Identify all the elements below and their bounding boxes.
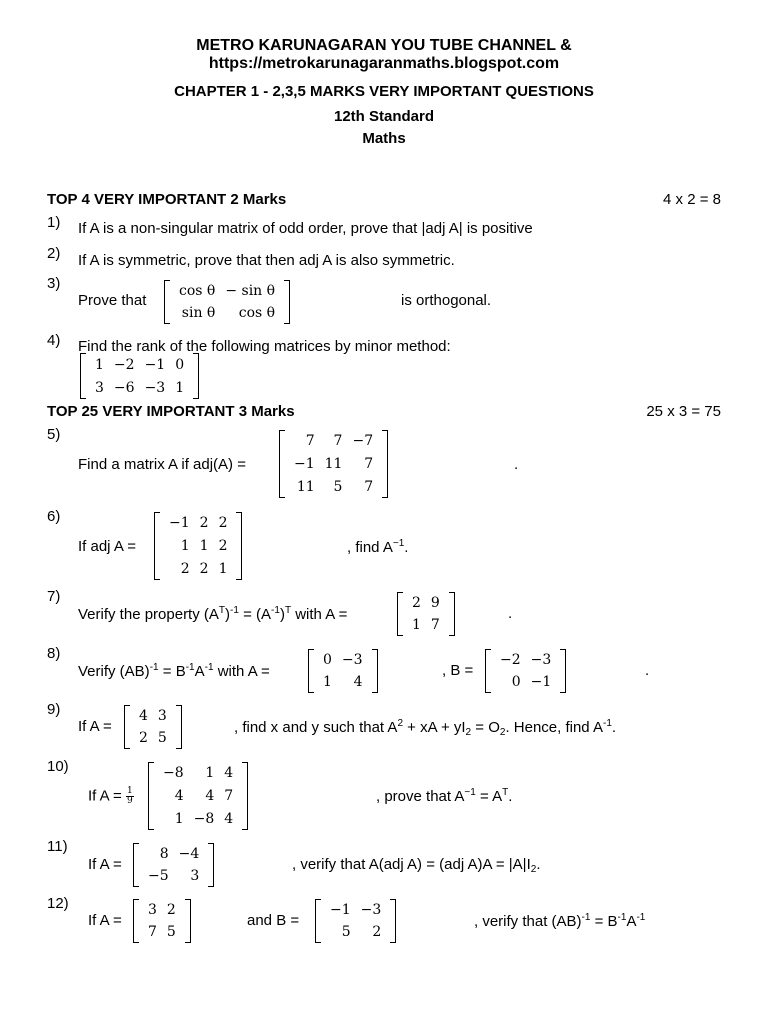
matrix-cell: 1 bbox=[175, 379, 185, 396]
question-text: , find x and y such that $A^2$ + xA + $yI_2 = O_2$. Hence, find $A^{-1}$. bbox=[234, 718, 617, 738]
section-2-marks-total: 4 x 2 = 8 bbox=[663, 191, 721, 208]
matrix-cell: 1 bbox=[218, 560, 228, 577]
matrix-cell: cos θ bbox=[238, 305, 276, 321]
question-text: , prove that $A^{-1} = A^T$. bbox=[376, 787, 513, 805]
matrix-cell: 7 bbox=[364, 478, 374, 495]
matrix-cell: 3 bbox=[190, 868, 200, 884]
matrix-cell: 2 bbox=[412, 595, 421, 611]
question-text: If adj A = bbox=[78, 538, 136, 555]
matrix-entries bbox=[160, 512, 236, 580]
question-number: 1) bbox=[47, 214, 61, 231]
question-number: 11) bbox=[47, 838, 68, 855]
matrix-cell: −8 bbox=[163, 765, 184, 782]
matrix-cell: 2 bbox=[199, 515, 209, 532]
question-text: If A = bbox=[88, 912, 122, 929]
matrix-cell: −1 bbox=[144, 356, 166, 373]
matrix-cell: 1 bbox=[199, 537, 209, 554]
matrix-cell: 0 bbox=[175, 356, 185, 373]
question-text: . bbox=[508, 605, 513, 622]
question-text: If A is a non-singular matrix of odd order, prove that |adj A| is positive bbox=[78, 220, 533, 237]
matrix-entries bbox=[154, 762, 242, 830]
matrix-cell: −1 bbox=[530, 674, 552, 690]
section-2-marks-title: TOP 4 VERY IMPORTANT 2 Marks bbox=[47, 191, 287, 208]
matrix-cell: −4 bbox=[178, 846, 200, 862]
matrix-bracket-right bbox=[560, 649, 566, 693]
matrix-q12-b bbox=[315, 899, 396, 943]
matrix-bracket-right bbox=[284, 280, 290, 324]
question-text: If A = bbox=[78, 718, 112, 735]
blog-url: https://metrokarunagaranmaths.blogspot.com bbox=[208, 55, 560, 72]
matrix-cell: −3 bbox=[360, 902, 382, 918]
standard-label: 12th Standard bbox=[333, 108, 435, 125]
matrix-cell: 2 bbox=[139, 730, 148, 746]
matrix-q12-a bbox=[133, 899, 191, 943]
question-number: 4) bbox=[47, 332, 61, 349]
matrix-cell: 4 bbox=[174, 787, 184, 804]
matrix-cell: −3 bbox=[144, 379, 166, 396]
matrix-entries bbox=[139, 899, 185, 943]
matrix-q9 bbox=[124, 705, 182, 749]
matrix-bracket-right bbox=[208, 843, 214, 887]
matrix-cell: − sin θ bbox=[225, 283, 276, 299]
question-text: is orthogonal. bbox=[401, 292, 492, 309]
question-text: Verify the property $(A^T)^{-1} = (A^{-1})^T$ with A = bbox=[78, 605, 348, 623]
question-text: Verify $(AB)^{-1} = B^{-1}A^{-1}$ with A = bbox=[78, 662, 270, 680]
question-text: If A = bbox=[88, 856, 122, 873]
matrix-cell: 4 bbox=[205, 787, 215, 804]
matrix-cell: 3 bbox=[157, 708, 167, 724]
matrix-cell: −2 bbox=[113, 356, 135, 373]
question-number: 9) bbox=[47, 701, 61, 718]
matrix-cell: 4 bbox=[224, 765, 234, 782]
matrix-q6 bbox=[154, 512, 242, 580]
matrix-cell: 8 bbox=[159, 846, 169, 862]
matrix-cell: −1 bbox=[294, 455, 315, 472]
matrix-cell: 2 bbox=[218, 515, 228, 532]
matrix-cell: 1 bbox=[174, 810, 184, 827]
question-text: If A is symmetric, prove that then adj A is also symmetric. bbox=[78, 252, 455, 269]
matrix-cell: 3 bbox=[95, 379, 104, 396]
matrix-q4 bbox=[80, 353, 199, 399]
matrix-cell: 7 bbox=[364, 455, 374, 472]
matrix-cell: 2 bbox=[166, 902, 176, 918]
matrix-entries bbox=[130, 705, 176, 749]
matrix-cell: −2 bbox=[500, 652, 521, 668]
matrix-bracket-right bbox=[242, 762, 248, 830]
matrix-cell: 7 bbox=[305, 433, 315, 450]
matrix-entries bbox=[86, 353, 193, 399]
question-number: 12) bbox=[47, 895, 69, 912]
question-text: , verify that $(AB)^{-1} = B^{-1}A^{-1}$ bbox=[474, 912, 646, 930]
matrix-q5 bbox=[279, 430, 388, 498]
matrix-cell: 1 bbox=[95, 356, 104, 373]
section-3-marks-total: 25 x 3 = 75 bbox=[646, 403, 721, 420]
matrix-q3 bbox=[164, 280, 290, 324]
matrix-cell: sin θ bbox=[181, 305, 216, 321]
matrix-cell: −3 bbox=[530, 652, 552, 668]
matrix-cell: 11 bbox=[296, 478, 315, 495]
matrix-cell: 0 bbox=[511, 674, 521, 690]
matrix-cell: 9 bbox=[430, 595, 440, 611]
matrix-cell: 7 bbox=[148, 924, 157, 940]
matrix-cell: 1 bbox=[205, 765, 215, 782]
matrix-q8-b bbox=[485, 649, 566, 693]
question-text: and B = bbox=[247, 912, 300, 929]
question-text: Find the rank of the following matrices by minor method: bbox=[78, 338, 451, 355]
matrix-q11 bbox=[133, 843, 214, 887]
question-text: . bbox=[645, 662, 650, 679]
matrix-cell: −7 bbox=[352, 433, 374, 450]
question-number: 7) bbox=[47, 588, 61, 605]
matrix-entries bbox=[139, 843, 208, 887]
matrix-cell: −6 bbox=[113, 379, 135, 396]
matrix-entries bbox=[314, 649, 372, 693]
matrix-bracket-right bbox=[382, 430, 388, 498]
question-text: Prove that bbox=[78, 292, 147, 309]
matrix-cell: −3 bbox=[341, 652, 363, 668]
matrix-cell: 1 bbox=[412, 617, 421, 633]
question-number: 5) bbox=[47, 426, 61, 443]
chapter-title: CHAPTER 1 - 2,3,5 MARKS VERY IMPORTANT QUESTIONS bbox=[174, 83, 594, 100]
matrix-cell: 3 bbox=[148, 902, 157, 918]
matrix-cell: 11 bbox=[324, 455, 343, 472]
matrix-cell: 5 bbox=[166, 924, 176, 940]
matrix-cell: −5 bbox=[148, 868, 169, 884]
matrix-q8-a bbox=[308, 649, 378, 693]
matrix-cell: 2 bbox=[218, 537, 228, 554]
question-number: 8) bbox=[47, 645, 61, 662]
question-text: . bbox=[514, 456, 519, 473]
matrix-q7 bbox=[397, 592, 455, 636]
matrix-cell: 5 bbox=[157, 730, 167, 746]
subject-label: Maths bbox=[362, 130, 406, 147]
matrix-bracket-right bbox=[372, 649, 378, 693]
question-text: , find $A^{-1}$. bbox=[347, 538, 409, 556]
matrix-cell: 2 bbox=[199, 560, 209, 577]
matrix-cell: 1 bbox=[323, 674, 332, 690]
question-number: 6) bbox=[47, 508, 61, 525]
matrix-cell: 2 bbox=[372, 924, 382, 940]
matrix-entries bbox=[321, 899, 390, 943]
matrix-cell: −1 bbox=[330, 902, 351, 918]
matrix-cell: 5 bbox=[333, 478, 343, 495]
matrix-entries bbox=[403, 592, 449, 636]
fraction-one-ninth: $\frac{1}{9}$ bbox=[126, 786, 133, 806]
matrix-bracket-right bbox=[193, 353, 199, 399]
question-number: 2) bbox=[47, 245, 61, 262]
matrix-cell: 1 bbox=[180, 537, 190, 554]
matrix-cell: 7 bbox=[224, 787, 234, 804]
matrix-bracket-right bbox=[176, 705, 182, 749]
question-text: If A = $\frac{1}{9}$ bbox=[88, 786, 133, 806]
question-text: , B = bbox=[442, 662, 474, 679]
section-3-marks-title: TOP 25 VERY IMPORTANT 3 Marks bbox=[47, 403, 295, 420]
matrix-entries bbox=[491, 649, 560, 693]
matrix-cell: 0 bbox=[323, 652, 332, 668]
matrix-bracket-right bbox=[390, 899, 396, 943]
question-text: Find a matrix A if adj(A) = bbox=[78, 456, 246, 473]
matrix-cell: 4 bbox=[353, 674, 363, 690]
matrix-bracket-right bbox=[236, 512, 242, 580]
matrix-bracket-right bbox=[449, 592, 455, 636]
matrix-cell: −1 bbox=[169, 515, 190, 532]
matrix-cell: −8 bbox=[193, 810, 215, 827]
matrix-cell: 7 bbox=[430, 617, 440, 633]
matrix-entries bbox=[170, 280, 284, 324]
matrix-cell: 2 bbox=[180, 560, 190, 577]
matrix-cell: 4 bbox=[224, 810, 234, 827]
matrix-cell: 7 bbox=[333, 433, 343, 450]
matrix-bracket-right bbox=[185, 899, 191, 943]
question-text: , verify that A(adj A) = (adj $A)A = |A|I_2$. bbox=[292, 856, 541, 875]
matrix-cell: 5 bbox=[341, 924, 351, 940]
matrix-cell: 4 bbox=[139, 708, 148, 724]
question-number: 3) bbox=[47, 275, 61, 292]
matrix-entries bbox=[285, 430, 382, 498]
matrix-cell: cos θ bbox=[179, 283, 216, 299]
question-number: 10) bbox=[47, 758, 69, 775]
matrix-q10 bbox=[148, 762, 248, 830]
channel-title: METRO KARUNAGARAN YOU TUBE CHANNEL & bbox=[196, 37, 572, 54]
